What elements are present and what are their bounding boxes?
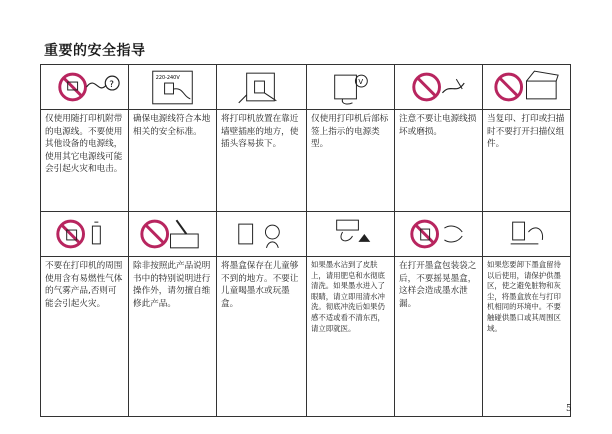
svg-text:?: ? bbox=[109, 80, 114, 90]
power-type-label-icon bbox=[307, 65, 394, 109]
text-row-1 bbox=[41, 110, 571, 212]
removed-cartridge-icon bbox=[483, 212, 570, 256]
no-other-power-cord-icon bbox=[41, 65, 128, 109]
safety-text: 在打开墨盒包装袋之后，不要摇晃墨盒，这样会造成墨水泄漏。 bbox=[395, 257, 483, 417]
safety-text: 仅使用打印机后部标签上指示的电源类型。 bbox=[307, 110, 395, 212]
safety-text: 注意不要让电源线损坏或磨损。 bbox=[395, 110, 483, 212]
safety-text: 将打印机放置在靠近墙壁插座的地方，使插头容易拔下。 bbox=[217, 110, 307, 212]
page-number: 5 bbox=[566, 404, 572, 414]
safety-text: 确保电源线符合本地相关的安全标准。 bbox=[129, 110, 217, 212]
safety-text: 如果墨水沾到了皮肤上，请用肥皂和水彻底清洗。如果墨水进入了眼睛，请立即用清水冲洗。彻底冲洗后如果仍感不适或看不清东西，请立即就医。 bbox=[307, 257, 395, 417]
safety-text: 仅使用随打印机附带的电源线。不要使用其他设备的电源线，使用其它电源线可能会引起火灾和电击。 bbox=[41, 110, 129, 212]
safety-text: 不要在打印机的周围使用含有易燃性气体的气雾产品,否则可能会引起火灾。 bbox=[41, 257, 129, 417]
safety-table bbox=[40, 64, 571, 417]
no-disassemble-icon bbox=[129, 212, 216, 256]
icon-row-2 bbox=[41, 212, 571, 257]
no-shake-cartridge-icon bbox=[395, 212, 482, 256]
plug-near-outlet-icon bbox=[217, 65, 306, 109]
icon-row-1 bbox=[41, 65, 571, 110]
text-row-2 bbox=[41, 257, 571, 417]
keep-from-children-icon bbox=[217, 212, 306, 256]
safety-text: 除非按照此产品说明书中的特别说明进行操作外，请勿擅自维修此产品。 bbox=[129, 257, 217, 417]
safety-text: 将墨盒保存在儿童够不到的地方。不要让儿童喝墨水或玩墨盒。 bbox=[217, 257, 307, 417]
power-standard-label-icon bbox=[129, 65, 216, 109]
voltage-label: 220-240V bbox=[155, 75, 180, 82]
safety-text: 如果您要卸下墨盒留待以后使用，请保护供墨区，使之避免脏物和灰尘，将墨盒放在与打印机相同的环境中。不要触碰供墨口或其周围区域。 bbox=[483, 257, 571, 417]
safety-text: 当复印、打印或扫描时不要打开扫描仪组件。 bbox=[483, 110, 571, 212]
ink-on-skin-icon bbox=[307, 212, 394, 256]
no-flammable-spray-icon bbox=[41, 212, 128, 256]
page-title: 重要的安全指导 bbox=[44, 43, 146, 59]
no-open-scanner-icon bbox=[483, 65, 570, 109]
no-damaged-cord-icon bbox=[395, 65, 482, 109]
svg-text:V: V bbox=[358, 78, 364, 87]
